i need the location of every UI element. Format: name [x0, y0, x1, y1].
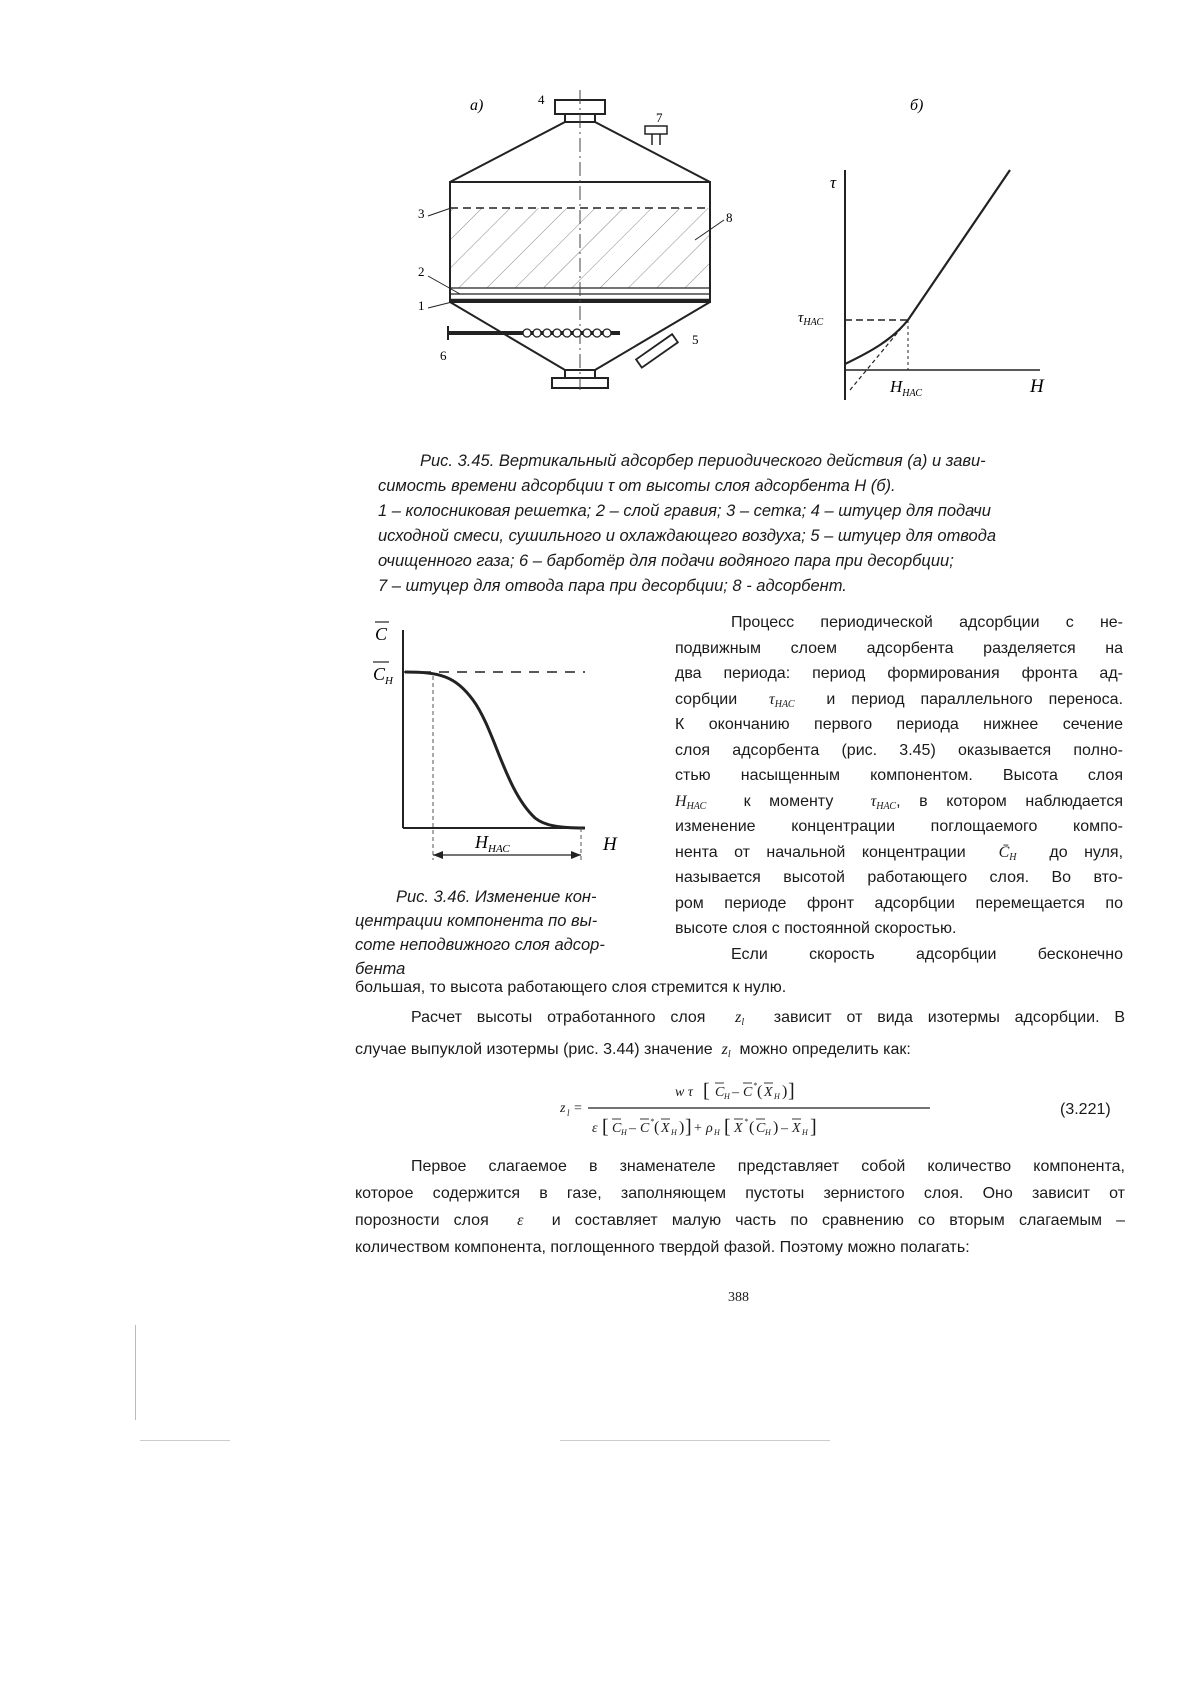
caption-line: Рис. 3.46. Изменение кон-: [396, 888, 597, 906]
text-line: ром периоде фронт адсорбции перемещается по: [675, 894, 1123, 912]
svg-text:Н: Н: [671, 1128, 677, 1137]
svg-text:C: C: [640, 1121, 650, 1136]
svg-text:Н: Н: [774, 1092, 780, 1101]
equation-3-221: [560, 1072, 940, 1142]
callout-6: 6: [440, 348, 447, 363]
svg-text:C: C: [715, 1085, 725, 1100]
svg-text:+: +: [694, 1121, 702, 1136]
svg-text:l: l: [567, 1108, 570, 1118]
caption-line: симость времени адсорбции τ от высоты слоя адсорбента H (б).: [378, 477, 896, 495]
svg-text:–: –: [732, 1085, 739, 1100]
text-line: сорбции $\tau_{НАС}$ и период параллельного переноса.: [675, 690, 1124, 710]
svg-text:(: (: [749, 1119, 755, 1136]
caption-line: Рис. 3.45. Вертикальный адсорбер периодического действия (а) и зави-: [420, 452, 986, 470]
text-line: случае выпуклой изотермы (рис. 3.44) значение $z_l$ можно определить как:: [355, 1041, 911, 1060]
y-axis-label: C: [375, 624, 388, 644]
text-line: Процесс периодической адсорбции с не-: [731, 614, 1123, 631]
callout-1: 1: [418, 298, 425, 313]
svg-text:ε: ε: [592, 1121, 598, 1136]
svg-text:X: X: [764, 1085, 773, 1100]
text-line: количеством компонента, поглощенного твердой фазой. Поэтому можно полагать:: [355, 1239, 970, 1256]
paragraph-1-end: [355, 975, 1125, 1000]
text-line: Расчет высоты отработанного слоя $z_l$ зависит от вида изотермы адсорбции. В: [411, 1009, 1126, 1028]
text-line: К окончанию первого периода нижнее сечение: [675, 716, 1123, 733]
svg-text:]: ]: [685, 1116, 692, 1138]
label-a: а): [470, 97, 484, 114]
svg-text:]: ]: [810, 1116, 817, 1138]
caption-line: 1 – колосниковая решетка; 2 – слой гравия; 3 – сетка; 4 – штуцер для подачи: [378, 502, 991, 520]
svg-text:[: [: [703, 1080, 710, 1102]
text-line: подвижным слоем адсорбента разделяется на: [675, 639, 1123, 657]
figure-3-45-graph: [790, 90, 1090, 420]
x-axis-label: H: [603, 834, 617, 855]
scan-artifact: [140, 1440, 230, 1441]
text-line: слоя адсорбента (рис. 3.45) оказывается полно-: [675, 741, 1123, 759]
callout-4: 4: [538, 92, 545, 107]
caption-line: исходной смеси, сушильного и охлаждающего воздуха; 5 – штуцер для отвода: [378, 527, 997, 545]
svg-text:[: [: [724, 1116, 731, 1138]
svg-text:Н: Н: [724, 1092, 730, 1101]
text-line: $H_{НАС}$ к моменту $\tau_{НАС}$, в котором наблюдается: [675, 792, 1124, 812]
text-line: стью насыщенным компонентом. Высота слоя: [675, 767, 1123, 784]
svg-text:w τ: w τ: [675, 1085, 693, 1100]
svg-text:Н: Н: [714, 1128, 720, 1137]
text-line: два периода: период формирования фронта ад-: [675, 665, 1123, 682]
text-line: которое содержится в газе, заполняющем пустоты зернистого слоя. Оно зависит от: [355, 1185, 1125, 1202]
text-line: Если скорость адсорбции бесконечно: [731, 945, 1123, 963]
label-b: б): [910, 97, 924, 114]
paragraph-2: [355, 1000, 1125, 1064]
figure-3-45-adsorber: [418, 90, 800, 420]
svg-text:C: C: [756, 1121, 766, 1136]
y-axis-label: τ: [830, 173, 837, 192]
callout-7: 7: [656, 110, 663, 125]
page-number: 388: [728, 1290, 749, 1305]
equation-number: (3.221): [1060, 1101, 1111, 1118]
c-init-label: $C_Н$: [373, 664, 393, 687]
svg-text:]: ]: [788, 1080, 795, 1102]
scan-artifact: [135, 1325, 136, 1420]
h-sat-label: $H_{НАС}$: [475, 832, 510, 855]
caption-line: очищенного газа; 6 – барботёр для подачи водяного пара при десорбции;: [378, 552, 954, 570]
h-sat-label: $H_{НАС}$: [890, 377, 923, 399]
callout-2: 2: [418, 264, 425, 279]
caption-line: соте неподвижного слоя адсор-: [355, 936, 605, 954]
figure-3-45-caption: [378, 449, 1108, 599]
caption-line: 7 – штуцер для отвода пара при десорбции; 8 - адсорбент.: [378, 577, 847, 595]
text-line: называется высотой работающего слоя. Во вто-: [675, 869, 1123, 886]
caption-line: бента: [355, 960, 406, 978]
svg-text:): ): [773, 1119, 779, 1136]
svg-text:X: X: [734, 1121, 743, 1136]
svg-text:X: X: [792, 1121, 801, 1136]
svg-text:–: –: [629, 1121, 636, 1136]
text-column: [675, 610, 1123, 967]
text-line: Первое слагаемое в знаменателе представляет собой количество компонента,: [411, 1158, 1125, 1175]
svg-text:C: C: [612, 1121, 622, 1136]
caption-line: центрации компонента по вы-: [355, 912, 598, 930]
concentration-curve: [405, 672, 585, 828]
svg-text:[: [: [602, 1116, 609, 1138]
paragraph-3: [355, 1153, 1125, 1261]
tau-sat-label: $\tau_{НАС}$: [798, 310, 824, 328]
figure-3-46-concentration: [345, 610, 665, 880]
svg-text:): ): [782, 1083, 788, 1100]
text-line: нента от начальной концентрации $C̄_Н$ до нуля,: [675, 843, 1124, 863]
text-line: изменение концентрации поглощаемого компо-: [675, 818, 1123, 835]
svg-text:*: *: [753, 1081, 757, 1090]
scan-artifact: [560, 1440, 830, 1441]
figure-3-46-caption: [355, 885, 665, 981]
text-line: большая, то высота работающего слоя стремится к нулю.: [355, 979, 787, 996]
svg-text:*: *: [650, 1117, 654, 1126]
tau-vs-h-curve: [845, 170, 1010, 364]
callout-8: 8: [726, 210, 733, 225]
svg-text:Н: Н: [802, 1128, 808, 1137]
svg-text:=: =: [574, 1101, 582, 1116]
nozzle-5: [636, 334, 678, 367]
svg-text:): ): [679, 1119, 685, 1136]
svg-text:–: –: [781, 1121, 788, 1136]
svg-text:ρ: ρ: [706, 1121, 713, 1136]
text-line: порозности слоя ε и составляет малую часть по сравнению со вторым слагаемым –: [355, 1212, 1126, 1229]
svg-text:Н: Н: [621, 1128, 627, 1137]
svg-text:Н: Н: [765, 1128, 771, 1137]
x-axis-label: H: [1030, 376, 1044, 397]
text-line: высоте слоя с постоянной скоростью.: [675, 920, 957, 937]
svg-text:(: (: [757, 1083, 763, 1100]
svg-text:X: X: [661, 1121, 670, 1136]
svg-text:C: C: [743, 1085, 753, 1100]
svg-text:*: *: [744, 1117, 748, 1126]
callout-3: 3: [418, 206, 425, 221]
svg-text:z: z: [560, 1101, 566, 1116]
svg-text:(: (: [654, 1119, 660, 1136]
callout-5: 5: [692, 332, 699, 347]
